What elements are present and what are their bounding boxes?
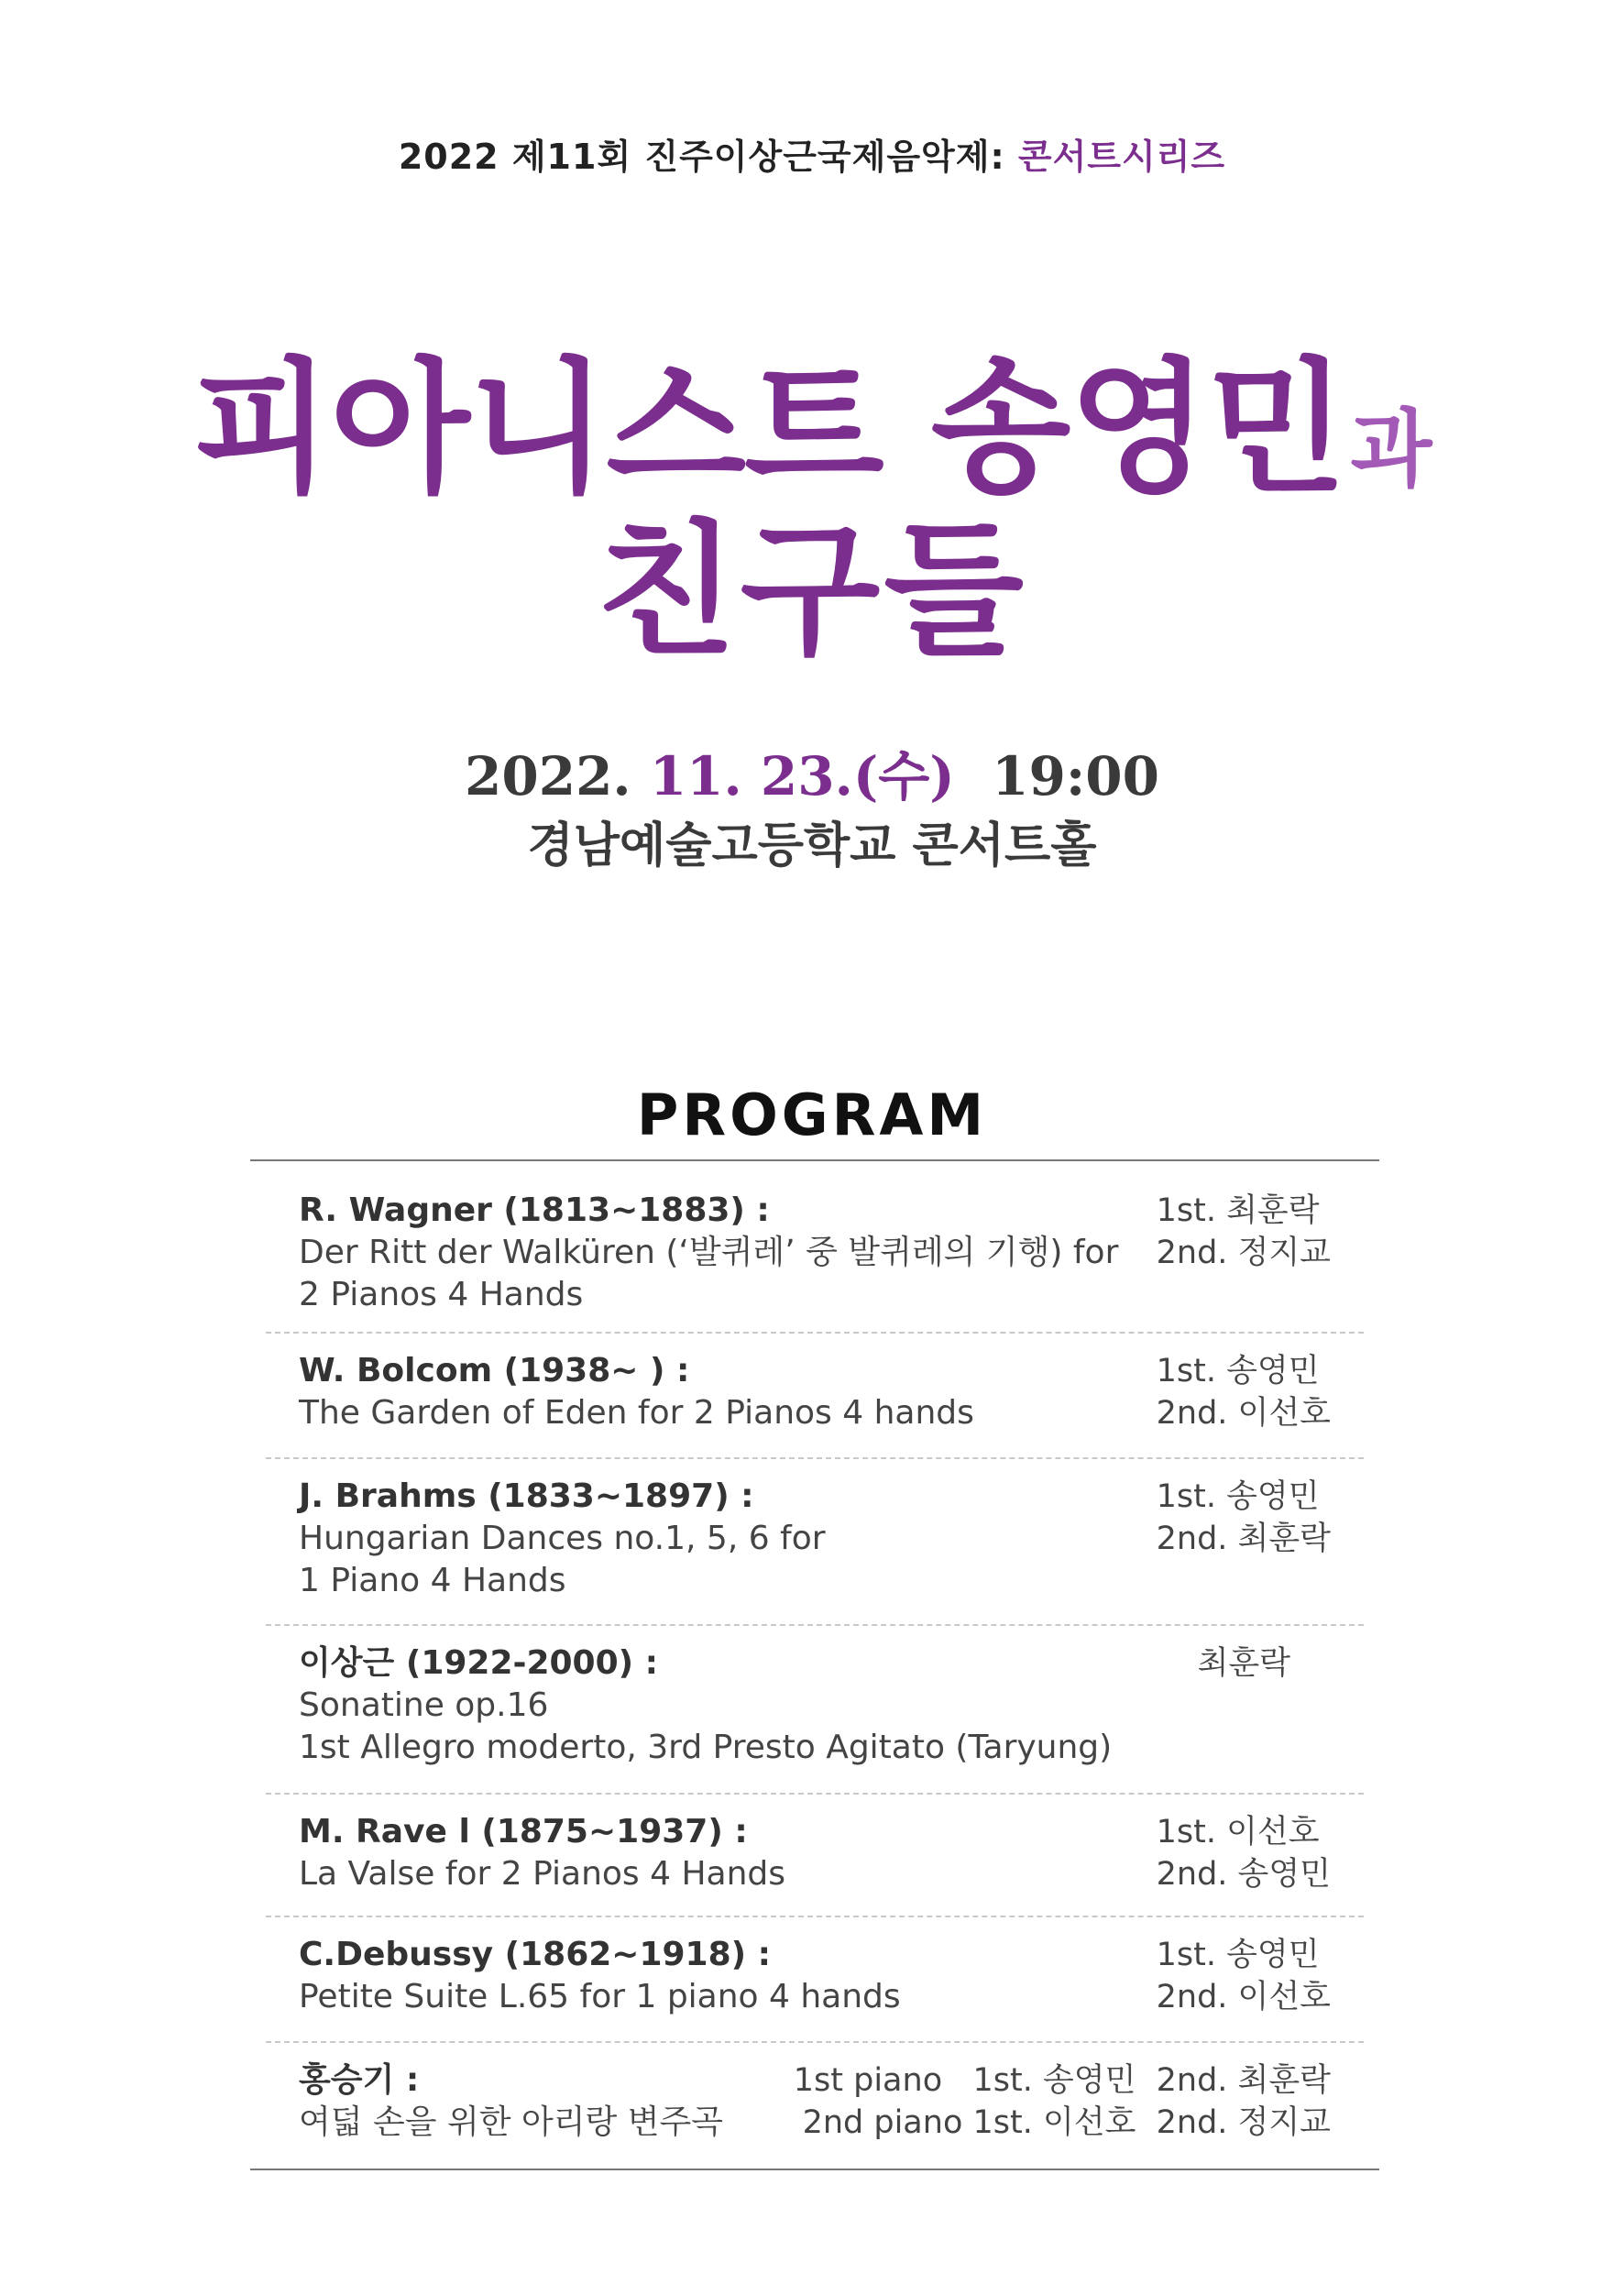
work-title: The Garden of Eden for 2 Pianos 4 hands: [299, 1394, 974, 1432]
title-line2: 친구들: [597, 506, 1027, 675]
composer: J. Brahms (1833~1897) :: [299, 1477, 754, 1515]
festival-series: 콘서트시리즈: [1017, 137, 1226, 177]
performer: 2nd piano 1st. 이선호 2nd. 정지교: [802, 2104, 1331, 2141]
performer: 1st. 이선호: [1156, 1814, 1320, 1850]
program-item: [266, 1917, 1364, 2043]
performer: 2nd. 이선호: [1156, 1979, 1331, 2015]
program-item-info: [299, 1934, 901, 2018]
program-item: [266, 1795, 1364, 1917]
festival-header: [0, 128, 1624, 179]
performer: 2nd. 송영민: [1156, 1856, 1331, 1893]
performer: 2nd. 정지교: [1156, 1235, 1331, 1271]
page-title: [0, 345, 1624, 675]
program-list: [266, 1173, 1364, 2169]
program-item: [266, 1173, 1364, 1334]
date-day: 11. 23.(수): [649, 745, 955, 807]
performers: [794, 2059, 1331, 2144]
program-item-info: [299, 1811, 785, 1895]
event-venue: 경남예술고등학교 콘서트홀: [527, 818, 1097, 873]
date-year: 2022.: [465, 745, 631, 807]
performer: 1st. 송영민: [1156, 1478, 1320, 1515]
program-item-info: [299, 1642, 1112, 1769]
work-title: Hungarian Dances no.1, 5, 6 for 1 Piano 4 Hands: [299, 1520, 826, 1599]
program-item: [266, 1626, 1364, 1795]
composer: 이상근 (1922-2000) :: [299, 1644, 659, 1682]
work-title: 여덟 손을 위한 아리랑 변주곡: [299, 2103, 724, 2141]
event-datetime: [0, 733, 1624, 810]
performer: 1st piano 1st. 송영민 2nd. 최훈락: [793, 2062, 1331, 2099]
performers: [1157, 1476, 1331, 1560]
composer: C.Debussy (1862~1918) :: [299, 1936, 772, 1973]
performers: [1198, 1642, 1290, 1685]
composer: M. Rave l (1875~1937) :: [299, 1813, 748, 1850]
program-item: [266, 1459, 1364, 1626]
composer: R. Wagner (1813~1883) :: [299, 1191, 770, 1229]
performer: 최훈락: [1197, 1645, 1290, 1682]
work-title: Sonatine op.16 1st Allegro moderto, 3rd Presto Agitato (Taryung): [299, 1686, 1113, 1766]
title-line1: 피아니스트 송영민: [192, 345, 1345, 513]
work-title: La Valse for 2 Pianos 4 Hands: [299, 1855, 786, 1893]
program-bottom-rule: [250, 2169, 1379, 2170]
performers: [1157, 1190, 1331, 1274]
work-title: Petite Suite L.65 for 1 piano 4 hands: [299, 1978, 901, 2015]
program-top-rule: [250, 1159, 1379, 1161]
program-item-info: [299, 1350, 974, 1434]
festival-prefix: 2022 제11회 진주이상근국제음악제:: [398, 137, 1005, 177]
performers: [1157, 1934, 1331, 2018]
performer: 1st. 송영민: [1156, 1353, 1320, 1389]
performer: 2nd. 최훈락: [1156, 1521, 1331, 1557]
work-title: Der Ritt der Walküren (‘발퀴레’ 중 발퀴레의 기행) for 2 Pianos 4 Hands: [299, 1234, 1119, 1313]
event-time: 19:00: [992, 745, 1159, 807]
performer: 1st. 송영민: [1156, 1937, 1320, 1973]
performer: 2nd. 이선호: [1156, 1395, 1331, 1432]
composer: 홍승기 :: [299, 2061, 420, 2099]
program-item-info: [299, 2059, 723, 2144]
title-suffix: 과: [1350, 401, 1432, 499]
program-heading: PROGRAM: [636, 1082, 988, 1148]
performer: 1st. 최훈락: [1156, 1192, 1320, 1229]
performers: [1157, 1811, 1331, 1895]
program-item: [266, 1334, 1364, 1459]
program-item-info: [299, 1190, 1118, 1316]
program-item-info: [299, 1476, 826, 1602]
composer: W. Bolcom (1938~ ) :: [299, 1352, 690, 1389]
program-item: [266, 2043, 1364, 2169]
performers: [1157, 1350, 1331, 1434]
